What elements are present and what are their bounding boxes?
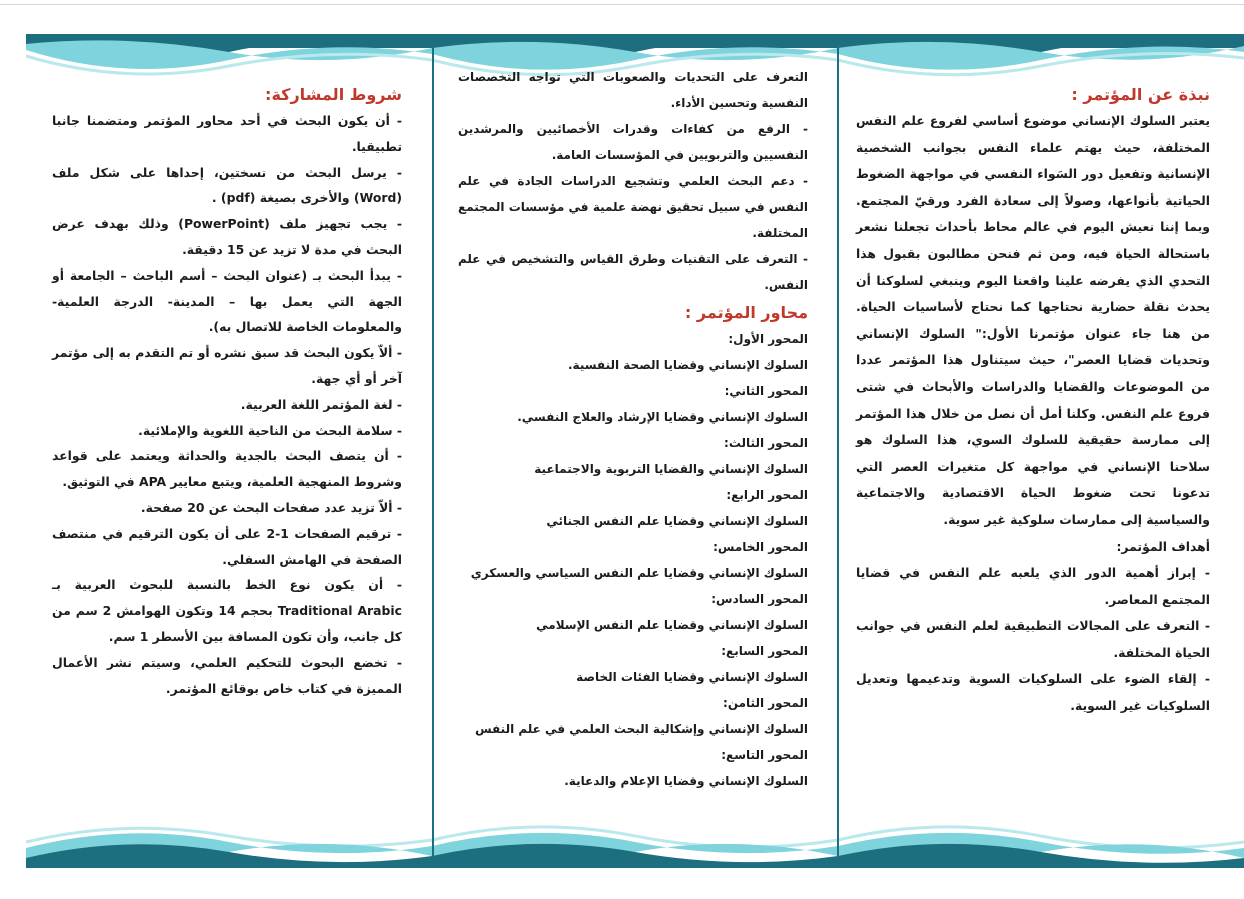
axis-label: المحور التاسع: [721,748,808,762]
condition-item: - يرسل البحث من نسختين، إحداها على شكل ملف (Word) والأخرى بصيغة (pdf) . [52,164,402,206]
panel-about-conference [856,82,1210,720]
axis-topic: السلوك الإنساني وقضايا الصحة النفسية. [567,358,808,372]
goal-item: - التعرف على التقنيات وطرق القياس والتشخيص في علم النفس. [458,252,808,292]
panel-divider-right [837,34,839,868]
axis-label: المحور الثامن: [723,696,808,710]
goal-item: - الرفع من كفاءات وقدرات الأخصائيين والمرشدين النفسيين والتربويين في المؤسسات العامة. [458,122,808,162]
heading-about-conference: نبذة عن المؤتمر : [1071,85,1210,104]
axis-topic: السلوك الإنساني وإشكالية البحث العلمي في علم النفس [475,722,808,736]
condition-item: - أن يتصف البحث بالجدية والحداثة ويعتمد على قواعد وشروط المنهجية العلمية، ويتبع معايير APA في التوثيق. [52,448,402,490]
condition-item: - يبدأ البحث بـ (عنوان البحث – أسم الباحث – الجامعة أو الجهة التي يعمل بها – المدينة- الدرجة العلمية- والمعلومات الخاصة للاتصال به). [52,267,402,335]
condition-item: - أن يكون نوع الخط بالنسبة للبحوث العربية بـ Traditional Arabic بحجم 14 وتكون الهوامش 2 سم من كل جانب، وأن تكون المسافة بين الأسطر 1 سم. [52,577,402,644]
goals-title: أهداف المؤتمر: [1116,538,1210,554]
panel-conference-axes [458,64,808,794]
goal-item: - إبراز أهمية الدور الذي يلعبه علم النفس في قضايا المجتمع المعاصر. [856,565,1210,607]
axis-label: المحور السابع: [721,644,808,658]
viewer-top-border [0,4,1244,5]
axis-label: المحور الأول: [728,332,808,346]
goal-item: - إلقاء الضوء على السلوكيات السوية وتدعيمها وتعديل السلوكيات غير السوية. [856,671,1210,714]
condition-item: - أن يكون البحث في أحد محاور المؤتمر ومتضمنا جانبا تطبيقيا. [52,113,402,154]
goal-item: التعرف على التحديات والصعوبات التي تواجه التخصصات النفسية وتحسين الأداء. [458,70,808,110]
condition-item: - يجب تجهيز ملف (PowerPoint) وذلك بهدف عرض البحث في مدة لا تزيد عن 15 دقيقة. [52,216,402,257]
axis-label: المحور الرابع: [726,488,808,502]
brochure-sheet [26,34,1244,868]
axis-topic: السلوك الإنساني وقضايا الإعلام والدعاية. [564,774,808,788]
panel-participation-conditions [52,82,402,701]
axis-topic: السلوك الإنساني وقضايا علم النفس السياسي والعسكري [470,566,808,580]
condition-item: - لغة المؤتمر اللغة العربية. [240,396,402,412]
condition-item: - سلامة البحث من الناحية اللغوية والإملائية. [138,422,402,438]
condition-item: - ترقيم الصفحات 1-2 على أن يكون الترقيم في منتصف الصفحة في الهامش السفلي. [52,525,402,567]
axis-topic: السلوك الإنساني وقضايا الفئات الخاصة [576,670,808,684]
condition-item: - ألاّ تزيد عدد صفحات البحث عن 20 صفحة. [140,499,402,515]
axis-topic: السلوك الإنساني وقضايا علم النفس الجنائي [546,514,808,528]
bottom-wave-decoration [26,812,1244,868]
intro-paragraph: يعتبر السلوك الإنساني موضوع أساسي لفروع علم النفس المختلفة، حيث يهتم علماء النفس بجوانب الشخصية الإنسانية وتفعيل دور السَواء النفسي في مواجهة الضغوط الحياتية بأنواعها، وصولاً إلى سعادة الفرد ورقيّ المجتمع. وبما إننا نعيش اليوم في عالم محاط بأحداث تجعلنا نشعر باستحالة الحياة فيه، ومن ثم فنحن مطالبون بقبول هذا التحدي الذي يفرضه علينا واقعنا اليوم وينبغي لسلوكنا أن يحدث نقلة حضارية نحتاجها كما نحتاج لأساسيات الحياة. من هنا جاء عنوان مؤتمرنا الأول:" السلوك الإنساني وتحديات قضايا العصر"، حيث سيتناول هذا المؤتمر عددا من الموضوعات والقضايا والدراسات والأبحاث في شتى فروع علم النفس. وكلنا أمل أن نصل من خلال هذا المؤتمر إلى ممارسة حقيقية للسلوك السوي، هذا السلوك هو سلاحنا الإنساني في مواجهة كل متغيرات العصر التي تدعونا تحت ضغوط الحياة الاقتصادية والاجتماعية والسياسية إلى ممارسات سلوكية غير سوية. [856,113,1210,527]
goal-item: - دعم البحث العلمي وتشجيع الدراسات الجادة في علم النفس في سبيل تحقيق نهضة علمية في مؤسسات المجتمع المختلفة. [458,174,808,240]
axis-label: المحور الخامس: [713,540,808,554]
axis-topic: السلوك الإنساني وقضايا علم النفس الإسلامي [536,618,808,632]
condition-item: - ألاّ يكون البحث قد سبق نشره أو تم التقدم به إلى مؤتمر آخر أو أي جهة. [52,345,402,386]
panel-divider-left [432,34,434,868]
axis-label: المحور الثاني: [724,384,808,398]
axis-label: المحور السادس: [711,592,808,606]
goal-item: - التعرف على المجالات التطبيقية لعلم النفس في جوانب الحياة المختلفة. [856,618,1210,660]
axis-topic: السلوك الإنساني والقضايا التربوية والاجتماعية [534,462,808,476]
axis-topic: السلوك الإنساني وقضايا الإرشاد والعلاج النفسي. [517,410,808,424]
axis-label: المحور الثالث: [724,436,808,450]
heading-participation-conditions: شروط المشاركة: [265,85,402,104]
condition-item: - تخضع البحوث للتحكيم العلمي، وسيتم نشر الأعمال المميزة في كتاب خاص بوقائع المؤتمر. [52,654,402,696]
heading-conference-axes: محاور المؤتمر : [684,303,808,322]
